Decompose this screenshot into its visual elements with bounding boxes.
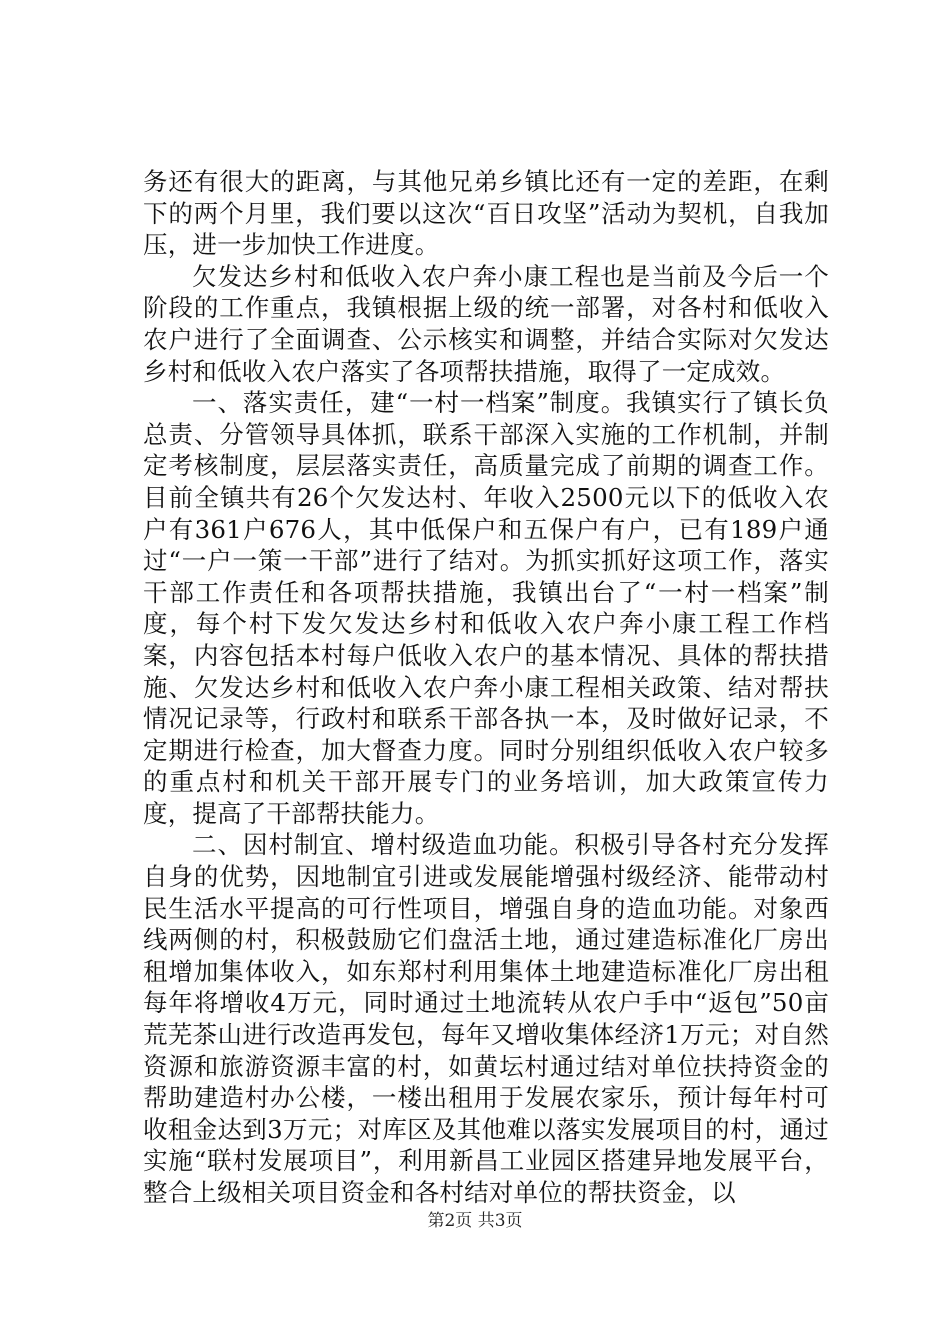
document-body <box>143 166 829 1209</box>
paragraph-poverty-project: 欠发达乡村和低收入农户奔小康工程也是当前及今后一个阶段的工作重点，我镇根据上级的统一部署，对各村和低收入农户进行了全面调查、公示核实和调整，并结合实际对欠发达乡村和低收入农户落实了各项帮扶措施，取得了一定成效。 <box>143 261 829 386</box>
page-footer: 第2页 共3页 <box>427 1211 523 1231</box>
paragraph-village-function: 二、因村制宜、增村级造血功能。积极引导各村充分发挥自身的优势，因地制宜引进或发展能增强村级经济、能带动村民生活水平提高的可行性项目，增强自身的造血功能。对象西线两侧的村，积极鼓励它们盘活土地，通过建造标准化厂房出租增加集体收入，如东郑村利用集体土地建造标准化厂房出租每年将增收4万元，同时通过土地流转从农户手中“返包”50亩荒芜茶山进行改造再发包，每年又增收集体经济1万元；对自然资源和旅游资源丰富的村，如黄坛村通过结对单位扶持资金的帮助建造村办公楼，一楼出租用于发展农家乐，预计每年村可收租金达到3万元；对库区及其他难以落实发展项目的村，通过实施“联村发展项目”，利用新昌工业园区搭建异地发展平台，整合上级相关项目资金和各村结对单位的帮扶资金，以 <box>143 830 829 1207</box>
paragraph-responsibility: 一、落实责任，建“一村一档案”制度。我镇实行了镇长负总责、分管领导具体抓，联系干部深入实施的工作机制，并制定考核制度，层层落实责任，高质量完成了前期的调查工作。目前全镇共有26个欠发达村、年收入2500元以下的低收入农户有361户676人，其中低保户和五保户有户，已有189户通过“一户一策一干部”进行了结对。为抓实抓好这项工作，落实干部工作责任和各项帮扶措施，我镇出台了“一村一档案”制度，每个村下发欠发达乡村和低收入农户奔小康工程工作档案，内容包括本村每户低收入农户的基本情况、具体的帮扶措施、欠发达乡村和低收入农户奔小康工程相关政策、结对帮扶情况记录等，行政村和联系干部各执一本，及时做好记录，不定期进行检查，加大督查力度。同时分别组织低收入农户较多的重点村和机关干部开展专门的业务培训，加大政策宣传力度，提高了干部帮扶能力。 <box>143 388 829 828</box>
paragraph-continuation: 务还有很大的距离，与其他兄弟乡镇比还有一定的差距，在剩下的两个月里，我们要以这次“百日攻坚”活动为契机，自我加压，进一步加快工作进度。 <box>143 167 829 260</box>
